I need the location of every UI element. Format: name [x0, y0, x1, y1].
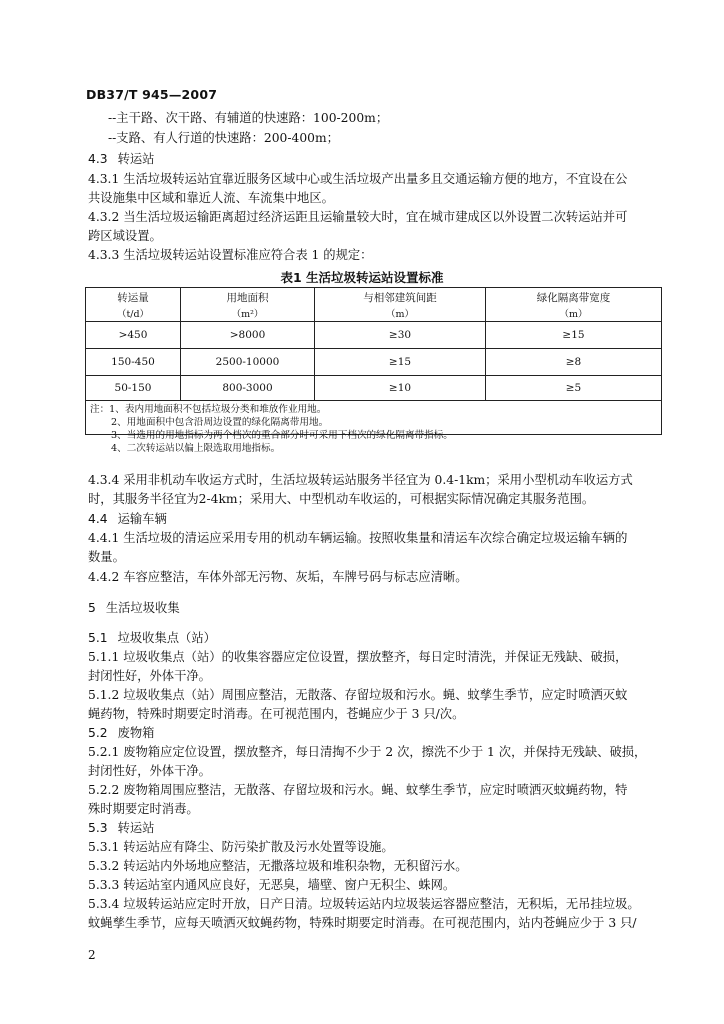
table-header-cell [314, 288, 485, 321]
section-heading-5-1 [88, 630, 216, 646]
paragraph-line: 4.3.4 采用非机动车收运方式时，生活垃圾转运站服务半径宜为 0.4-1km；采用小型机动车收运方式 [88, 473, 633, 487]
paragraph-line: 4.4.1 生活垃圾的清运应采用专用的机动车辆运输。按照收集量和清运车次综合确定垃圾运输车辆的 [88, 531, 628, 545]
text-line: --支路、有人行道的快速路：200-400m； [108, 131, 339, 145]
header-label: 转运量 [117, 291, 149, 304]
table-header-cell [180, 288, 314, 321]
paragraph-line: 蝇药物，特殊时期要定时消毒。在可视范围内，苍蝇应少于 3 只/次。 [88, 707, 465, 721]
table-note: 4、二次转运站以偏上限选取用地指标。 [111, 443, 281, 454]
paragraph-line: 封闭性好，外体干净。 [88, 669, 211, 683]
header-label: 与相邻建筑间距 [363, 291, 437, 304]
table-note: 注：1、表内用地面积不包括垃圾分类和堆放作业用地。 [90, 404, 327, 415]
table-cell: ≥15 [314, 349, 485, 375]
table-header-cell [86, 288, 180, 321]
section-number: 4.3 [88, 152, 108, 166]
paragraph-line: 4.4.2 车容应整洁，车体外部无污物、灰垢，车牌号码与标志应清晰。 [88, 570, 468, 584]
header-unit: （m） [559, 308, 588, 320]
header-unit: （m²） [231, 308, 264, 320]
header-unit: （m） [385, 308, 414, 320]
table-header-row [86, 288, 661, 322]
table-cell: ≥8 [485, 349, 661, 375]
table-notes [90, 403, 453, 455]
paragraph-line: 4.3.1 生活垃圾转运站宜靠近服务区域中心或生活垃圾产出量多且交通运输方便的地方，不宜设在公 [88, 172, 628, 186]
paragraph-line: 殊时期要定时消毒。 [88, 802, 199, 816]
table-row [86, 349, 661, 376]
header-label: 用地面积 [226, 291, 269, 304]
paragraph-line: 5.3.4 垃圾转运站应定时开放，日产日清。垃圾转运站内垃圾装运容器应整洁，无积垢，无吊挂垃圾。 [88, 897, 640, 911]
table-cell: ≥5 [485, 376, 661, 400]
paragraph-line: 5.2.1 废物箱应定位设置，摆放整齐，每日清掏不少于 2 次，擦洗不少于 1 次，并保持无残缺、破损， [88, 745, 647, 759]
header-label: 绿化隔离带宽度 [536, 291, 611, 304]
section-number: 5.2 [88, 726, 108, 740]
standards-table [85, 287, 662, 454]
section-title: 垃圾收集点（站） [117, 631, 216, 645]
section-heading-4-3 [88, 151, 154, 167]
table-note: 3、当选用的用地指标为两个档次的重合部分时可采用下档次的绿化隔离带指标。 [111, 430, 453, 441]
paragraph-line: 4.3.3 生活垃圾转运站设置标准应符合表 1 的规定： [88, 248, 373, 262]
section-heading-5 [88, 600, 180, 616]
section-number: 5 [88, 601, 96, 615]
section-title: 生活垃圾收集 [105, 601, 180, 615]
table-cell: 150-450 [111, 356, 155, 368]
section-title: 废物箱 [117, 726, 155, 740]
section-number: 5.3 [88, 821, 108, 835]
paragraph-line: 5.3.3 转运站室内通风应良好，无恶臭，墙壁、窗户无积尘、蛛网。 [88, 878, 456, 892]
paragraph-line: 5.1.1 垃圾收集点（站）的收集容器应定位设置，摆放整齐，每日定时清洗，并保证无残缺、破损， [88, 650, 628, 664]
paragraph-line: 蚊蝇孳生季节，应每天喷洒灭蚊蝇药物，特殊时期要定时消毒。在可视范围内，站内苍蝇应少于 3 只/ [88, 916, 637, 930]
table-title: 表1 生活垃圾转运站设置标准 [280, 270, 444, 285]
paragraph-line: 4.3.2 当生活垃圾运输距离超过经济运距且运输量较大时，宜在城市建成区以外设置二次转运站并可 [88, 210, 628, 224]
paragraph-line: 5.3.2 转运站内外场地应整洁，无撒落垃圾和堆积杂物，无积留污水。 [88, 859, 468, 873]
section-heading-5-3 [88, 820, 154, 836]
section-heading-5-2 [88, 725, 154, 741]
table-row [86, 322, 661, 349]
section-title: 运输车辆 [117, 512, 167, 526]
paragraph-line: 5.1.2 垃圾收集点（站）周围应整洁，无散落、存留垃圾和污水。蝇、蚊孳生季节，应定时喷洒灭蚊 [88, 688, 628, 702]
section-title: 转运站 [117, 152, 155, 166]
table-cell: >8000 [180, 322, 314, 348]
table-cell: 800-3000 [180, 376, 314, 400]
paragraph-line: 跨区域设置。 [88, 229, 162, 243]
section-title: 转运站 [117, 821, 155, 835]
section-heading-4-4 [88, 511, 167, 527]
table-header-cell [485, 288, 661, 321]
section-number: 4.4 [88, 512, 108, 526]
paragraph-line: 5.3.1 转运站应有降尘、防污染扩散及污水处置等设施。 [88, 840, 394, 854]
paragraph-line: 共设施集中区域和靠近人流、车流集中地区。 [88, 191, 334, 205]
paragraph-line: 数量。 [88, 550, 125, 564]
table-cell: >450 [118, 329, 148, 341]
text-line: --主干路、次干路、有辅道的快速路：100-200m； [108, 111, 389, 125]
table-cell: 50-150 [114, 382, 152, 394]
header-unit: （t/d） [116, 308, 150, 320]
page-number: 2 [88, 948, 96, 962]
paragraph-line: 时，其服务半径宜为2-4km；采用大、中型机动车收运的，可根据实际情况确定其服务范围。 [88, 492, 595, 506]
table-cell: 2500-10000 [180, 349, 314, 375]
table-cell: ≥15 [485, 322, 661, 348]
standard-code: DB37/T 945—2007 [86, 87, 218, 102]
table-cell: ≥10 [314, 376, 485, 400]
section-number: 5.1 [88, 631, 108, 645]
table-cell: ≥30 [314, 322, 485, 348]
paragraph-line: 封闭性好，外体干净。 [88, 764, 211, 778]
table-row [86, 376, 661, 401]
paragraph-line: 5.2.2 废物箱周围应整洁，无散落、存留垃圾和污水。蝇、蚊孳生季节，应定时喷洒灭蚊蝇药物，特 [88, 783, 628, 797]
table-note: 2、用地面积中包含沿周边设置的绿化隔离带用地。 [111, 417, 329, 428]
